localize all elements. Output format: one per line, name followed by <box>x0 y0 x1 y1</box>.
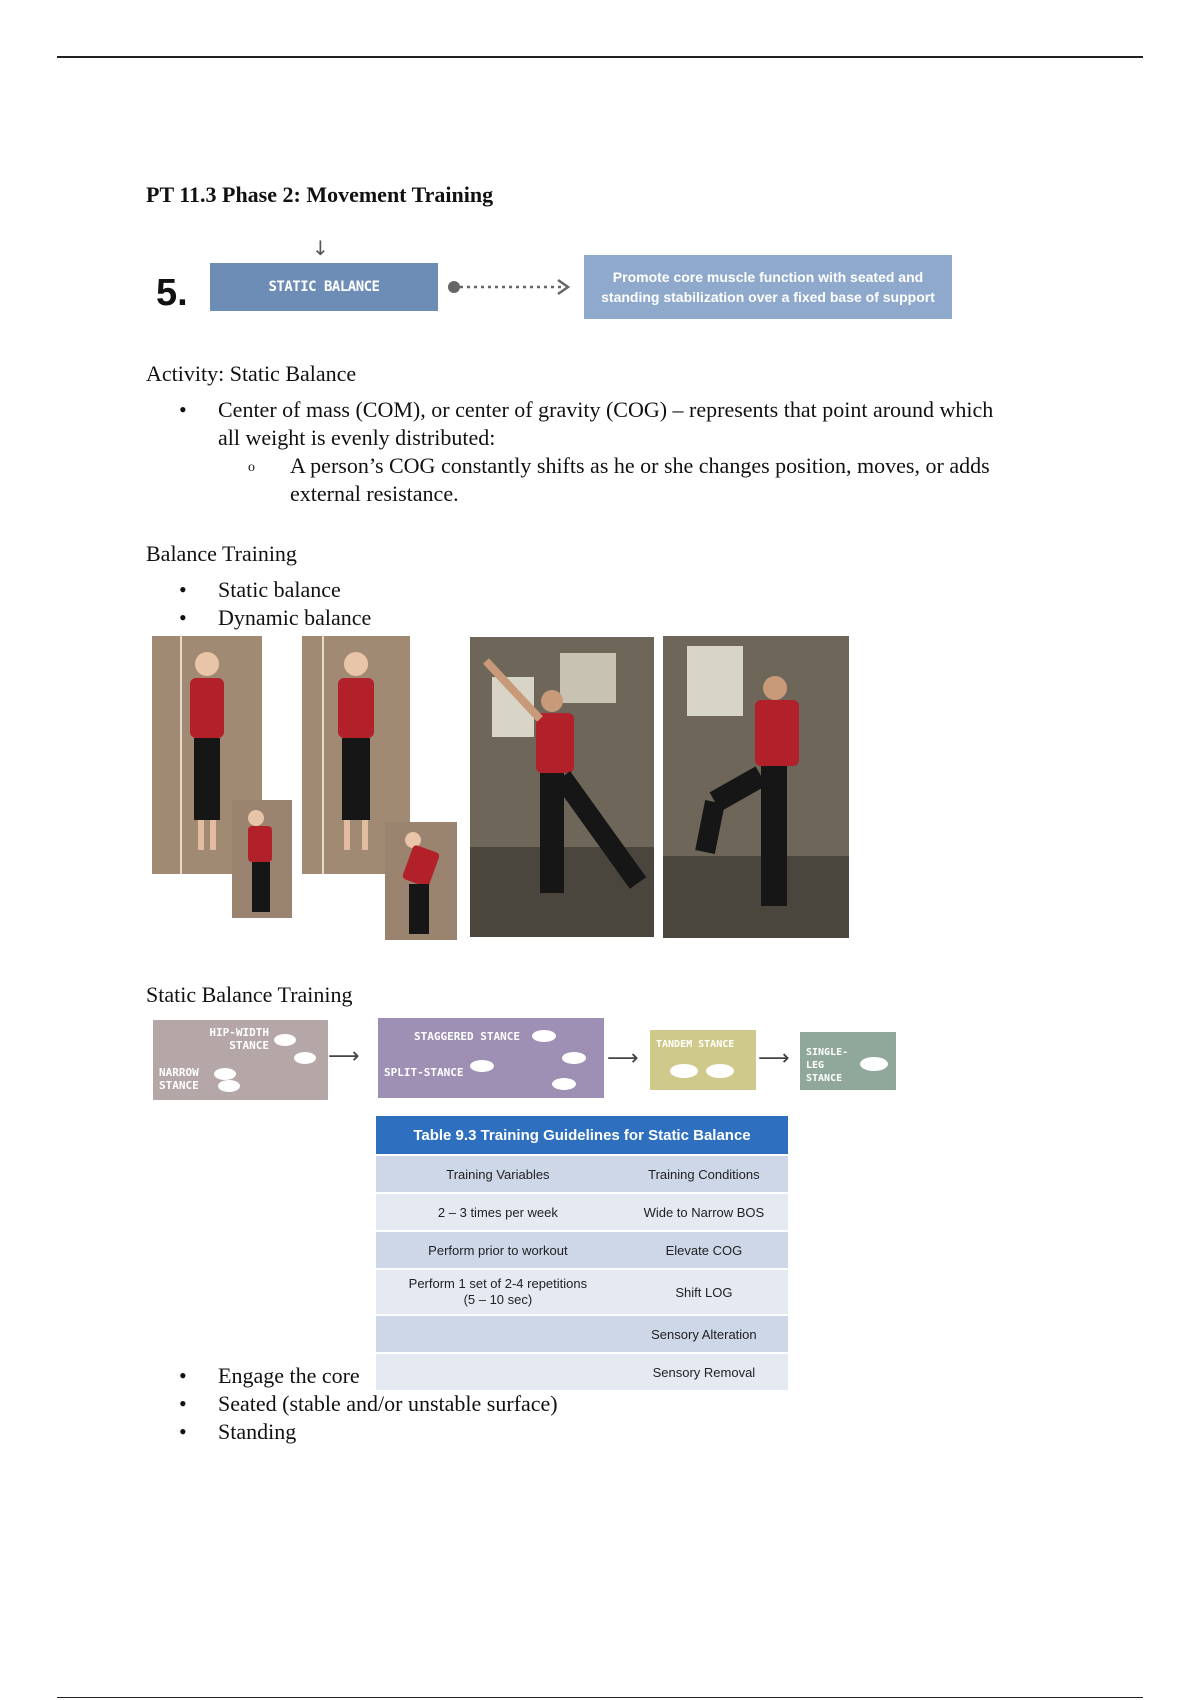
woman-side-photo <box>232 800 292 918</box>
table-title: Table 9.3 Training Guidelines for Static Balance <box>376 1116 788 1155</box>
list-item: • Seated (stable and/or unstable surface) <box>179 1391 558 1416</box>
list-item: • Standing <box>179 1419 297 1444</box>
narrow-stance-label: NARROW STANCE <box>159 1066 199 1092</box>
footprints-icon <box>462 1054 502 1078</box>
staggered-stance-label: STAGGERED STANCE <box>414 1030 520 1043</box>
table-row: 2 – 3 times per week Wide to Narrow BOS <box>376 1193 788 1231</box>
col1-header: Training Variables <box>376 1155 620 1193</box>
activity-title: Activity: Static Balance <box>146 361 357 386</box>
down-arrow-icon: ↓ <box>312 236 329 260</box>
promote-line-1: Promote core muscle function with seated and <box>612 269 924 285</box>
stance-arrow-icon: ⟶ <box>607 1046 639 1071</box>
static-balance-box: STATIC BALANCE <box>210 263 438 311</box>
activity-bullets <box>146 396 1106 452</box>
footprints-icon <box>211 1064 261 1094</box>
static-balance-list <box>146 1362 558 1446</box>
footprints-icon <box>271 1028 321 1068</box>
list-item: • Engage the core <box>179 1363 360 1388</box>
list-item: • Dynamic balance <box>179 605 372 630</box>
page-heading: PT 11.3 Phase 2: Movement Training <box>146 182 494 207</box>
stance-box-tandem <box>650 1030 756 1090</box>
col2-header: Training Conditions <box>620 1155 788 1193</box>
tandem-stance-label: TANDEM STANCE <box>656 1039 735 1050</box>
table-header-row <box>376 1155 788 1193</box>
top-rule <box>57 56 1143 58</box>
table-row: Sensory Removal <box>376 1353 788 1390</box>
stance-arrow-icon: ⟶ <box>758 1046 790 1071</box>
footprints-icon <box>526 1024 602 1094</box>
balance-training-list <box>146 576 371 632</box>
step-number: 5. <box>156 272 188 314</box>
table-row: Perform prior to workout Elevate COG <box>376 1231 788 1269</box>
woman-lean-photo <box>385 822 457 940</box>
single-leg-stance-label: SINGLE-LEG STANCE <box>806 1047 849 1084</box>
table-row: Sensory Alteration <box>376 1315 788 1353</box>
list-item: o A person’s COG constantly shifts as he or she changes position, moves, or adds external resistance. <box>248 453 990 506</box>
dotted-arrow-icon <box>448 276 578 298</box>
footprint-icon <box>856 1052 892 1076</box>
static-balance-training-title: Static Balance Training <box>146 982 353 1007</box>
stance-box-single-leg <box>800 1032 896 1090</box>
training-guidelines-table <box>376 1116 788 1390</box>
stance-arrow-icon: ⟶ <box>328 1044 360 1069</box>
man-knee-raise-photo <box>663 636 849 938</box>
hip-width-stance-label: HIP-WIDTH STANCE <box>209 1026 269 1052</box>
list-item: • Center of mass (COM), or center of gravity (COG) – represents that point around which all weight is evenly distributed: <box>179 397 994 450</box>
promote-description-box <box>584 255 952 319</box>
stance-box-staggered-split <box>378 1018 604 1098</box>
bottom-rule <box>57 1697 1143 1698</box>
promote-line-2: standing stabilization over a fixed base of support <box>601 289 935 305</box>
split-stance-label: SPLIT-STANCE <box>384 1066 464 1079</box>
balance-training-title: Balance Training <box>146 541 297 566</box>
list-item: • Static balance <box>179 577 341 602</box>
stance-box-hip-narrow <box>153 1020 328 1100</box>
activity-sub-bullets <box>218 452 1098 508</box>
table-row: Perform 1 set of 2-4 repetitions (5 – 10 sec) Shift LOG <box>376 1269 788 1315</box>
footprints-icon <box>664 1058 744 1084</box>
man-arm-raise-photo <box>470 637 654 937</box>
